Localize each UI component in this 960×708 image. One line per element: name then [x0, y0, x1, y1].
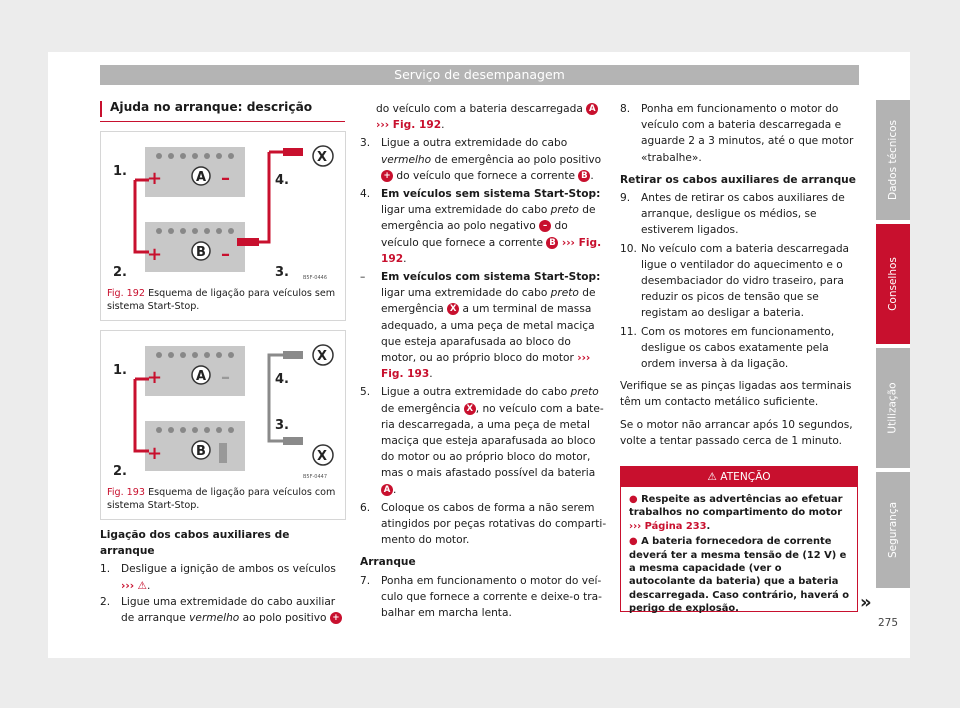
step-label-1: 1. [113, 363, 127, 378]
step-label-4: 4. [275, 372, 289, 387]
step-label-2: 2. [113, 265, 127, 280]
step-label-4: 4. [275, 173, 289, 188]
warning-bullet [629, 535, 849, 615]
title-accent [100, 101, 102, 117]
list-item: 1. Desligue a ignição de ambos os veículos ››› ⚠. [100, 563, 336, 592]
label-a-icon: A [586, 103, 598, 115]
label-a: A [196, 170, 207, 185]
list-item [620, 324, 858, 373]
item-text: a um terminal de massa adequado, a uma peça de metal maciça que esteja aparafusada ao bloco do motor, ou ao próprio bloco do motor [381, 303, 595, 365]
item-number: 4. [360, 188, 371, 201]
warning-triangle-icon: ⚠ [137, 579, 147, 592]
warning-bullet: ● Respeite as advertências ao efetuar trabalhos no compartimento do motor ››› Página 233. [629, 494, 843, 532]
paragraph: do veículo com a bateria descarregada A ››› Fig. 192. [360, 101, 608, 133]
column-3 [620, 101, 858, 449]
red-cable-right [257, 152, 269, 242]
minus-terminal-b: – [221, 244, 230, 265]
item-text: Ligue uma extremidade do cabo auxiliar de arranque [121, 595, 336, 625]
list-item [620, 190, 858, 239]
item-text: ao polo positivo [239, 612, 327, 625]
crossref-link[interactable]: ››› Fig. 192 [376, 119, 442, 132]
plus-symbol-icon: + [330, 612, 342, 624]
item-text: Ponha em funcionamento o motor do veículo com a bateria descarregada e aguarde 2 a 3 minutos, até o que motor «trabalhe». [641, 103, 854, 164]
tab-label: Conselhos [887, 257, 899, 311]
item-text: de emergência ao polo negativo [381, 204, 596, 233]
bold-text: Em veículos com sistema Start-Stop: [381, 271, 601, 284]
item-text: , no veículo com a bateria descarregada, a uma peça de metal maciça que esteja aparafusada ao bloco do motor ou ao próprio bloco do motor, mas o mais afastado possível da bateria [381, 402, 604, 480]
continue-arrow-icon: » [860, 592, 872, 613]
label-x-icon: X [464, 403, 476, 415]
figure-caption [107, 287, 337, 313]
item-number: 9. [620, 192, 631, 205]
warning-text: A bateria fornecedora de corrente deverá ter a mesma tensão de (12 V) e a mesma capacidade (ver o autocolante da bateria) que a bateria descarregada. Caso contrário, haverá o perigo de explosão. [629, 536, 849, 615]
crossref-link[interactable]: ››› Página 233 [629, 520, 707, 532]
list-item: – Em veículos com sistema Start-Stop: ligar uma extremidade do cabo preto de emergência X a um terminal de massa adequado, a uma peça de metal maciça que esteja aparafusada ao bloco do motor, ou ao próprio bloco do motor ››› Fig. 193. [360, 271, 601, 381]
item-number: 3. [360, 137, 371, 150]
tab-utilizacao[interactable] [876, 348, 910, 468]
page-number: 275 [878, 617, 899, 629]
paragraph: Se o motor não arrancar após 10 segundos, volte a tentar passado cerca de 1 minuto. [620, 418, 853, 447]
label-b-icon: B [578, 170, 590, 182]
item-text: Coloque os cabos de forma a não serem atingidos por peças rotativas do compartimento do motor. [381, 501, 607, 547]
item-text: do veículo com a bateria descarregada [376, 103, 583, 115]
tab-seguranca[interactable] [876, 472, 910, 588]
item-text: de emergência [381, 402, 461, 415]
list-item [360, 500, 608, 549]
plus-terminal-a: + [147, 168, 163, 189]
bullet-icon: ● [629, 536, 638, 548]
item-text: Ponha em funcionamento o motor do veículo que fornece a corrente e deixe-o trabalhar em marcha lenta. [381, 574, 602, 620]
jumpstart-diagram-193 [107, 337, 339, 480]
step-label-3: 3. [275, 265, 289, 280]
item-number: 7. [360, 574, 371, 587]
clamp-b-neg [237, 238, 259, 246]
caption-text: Esquema de ligação para veículos sem sistema Start-Stop. [107, 288, 336, 312]
chapter-header: Serviço de desempanagem [100, 65, 859, 85]
label-b-icon: B [546, 237, 558, 249]
column-1 [100, 527, 346, 626]
label-x-upper: X [317, 349, 328, 364]
emphasis-text: vermelho [381, 153, 432, 166]
subheading: Ligação dos cabos auxiliares de arranque [100, 529, 290, 558]
crossref-link[interactable]: ››› [121, 579, 135, 592]
emphasis-text: preto [570, 386, 599, 399]
warning-body [621, 487, 857, 624]
caption-text: Esquema de ligação para veículos com sistema Start-Stop. [107, 487, 336, 511]
item-text: ligar uma extremidade do cabo [381, 287, 551, 300]
item-text: de emergência [381, 287, 596, 316]
plus-terminal-a: + [147, 367, 163, 388]
warning-triangle-icon: ⚠ [707, 471, 717, 483]
jumpstart-diagram-192 [107, 138, 339, 281]
item-number: – [360, 271, 366, 284]
list-item: 4. Em veículos sem sistema Start-Stop: ligar uma extremidade do cabo preto de emergência ao polo negativo – do veículo que fornece a corrente B ››› Fig. 192. [360, 188, 602, 265]
item-text: Antes de retirar os cabos auxiliares de arranque, desligue os médios, se estiverem ligados. [641, 192, 845, 237]
item-number: 2. [100, 595, 111, 608]
plus-terminal-b: + [147, 443, 163, 464]
step-label-2: 2. [113, 464, 127, 479]
clamp-x [283, 148, 303, 156]
label-x: X [317, 150, 328, 165]
crossref-link[interactable]: ››› Fig. 192 [381, 236, 602, 265]
warning-box [620, 466, 858, 615]
minus-terminal-a: – [221, 367, 230, 388]
warning-text: Respeite as advertências ao efetuar trabalhos no compartimento do motor [629, 494, 843, 519]
warning-title: ATENÇÃO [720, 471, 771, 483]
paragraph: Verifique se as pinças ligadas aos terminais têm um contacto metálico suficiente. [620, 380, 852, 409]
figure-number: Fig. 192 [107, 288, 145, 299]
minus-terminal-a: – [221, 168, 230, 189]
item-text: No veículo com a bateria descarregada ligue o ventilador do aquecimento e o desembaciador do vidro traseiro, para reduzir os picos de tensão que se registam ao desligar a bateria. [641, 242, 850, 320]
item-number: 10. [620, 242, 637, 255]
list-item [620, 101, 858, 166]
tab-label: Segurança [887, 501, 899, 559]
step-label-3: 3. [275, 418, 289, 433]
figure-caption [107, 486, 337, 512]
emphasis-text: vermelho [189, 612, 240, 625]
figure-193 [100, 330, 346, 520]
list-item [360, 573, 608, 622]
label-x-lower: X [317, 449, 328, 464]
column-2 [360, 101, 608, 621]
tab-conselhos[interactable] [876, 224, 910, 344]
tab-label: Utilização [887, 382, 900, 434]
figure-192 [100, 131, 346, 321]
item-text: Com os motores em funcionamento, desligue os cabos exatamente pela ordem inversa à da ligação. [641, 325, 835, 371]
figure-code: B5F-0446 [303, 275, 328, 281]
list-item: 5. Ligue a outra extremidade do cabo preto de emergência X , no veículo com a bateria descarregada, a uma peça de metal maciça que esteja aparafusada ao bloco do motor ou ao próprio bloco do motor, mas o mais afastado possível da bateria A . [360, 386, 604, 496]
subheading: Arranque [360, 556, 416, 569]
plus-terminal-b: + [147, 244, 163, 265]
item-text: Ligue a outra extremidade do cabo [381, 386, 571, 399]
list-item: 3. Ligue a outra extremidade do cabo vermelho de emergência ao polo positivo + do veículo que fornece a corrente B . [360, 137, 602, 182]
label-a-icon: A [381, 484, 393, 496]
warning-header [621, 467, 857, 487]
item-number: 6. [360, 501, 371, 514]
section-title: Ajuda no arranque: descrição [110, 100, 313, 114]
item-number: 8. [620, 103, 631, 115]
bullet-icon: ● [629, 494, 638, 505]
crossref-link[interactable]: ››› Fig. 193 [381, 352, 591, 381]
clamp-upper [283, 351, 303, 359]
step-label-1: 1. [113, 164, 127, 179]
list-item [620, 241, 858, 322]
plus-symbol-icon: + [381, 170, 393, 182]
title-rule [100, 121, 345, 123]
figure-number: Fig. 193 [107, 487, 145, 498]
subheading: Retirar os cabos auxiliares de arranque [620, 173, 856, 186]
item-text: ligar uma extremidade do cabo [381, 204, 551, 217]
tab-dados-tecnicos[interactable] [876, 100, 910, 220]
label-a: A [196, 369, 207, 384]
emphasis-text: preto [550, 287, 579, 300]
item-text: de emergência ao polo positivo [431, 153, 602, 166]
bold-text: Em veículos sem sistema Start-Stop: [381, 188, 601, 201]
item-text: Ligue a outra extremidade do cabo [381, 137, 568, 150]
item-text: do veículo que fornece a corrente [381, 220, 568, 249]
item-number: 11. [620, 325, 637, 338]
item-text: Desligue a ignição de ambos os veículos [121, 563, 336, 576]
tab-label: Dados técnicos [887, 119, 900, 201]
label-b: B [196, 245, 206, 260]
item-number: 1. [100, 563, 111, 576]
label-b: B [196, 444, 206, 459]
emphasis-text: preto [550, 204, 579, 217]
list-item [100, 594, 346, 626]
label-x-icon: X [447, 303, 459, 315]
clamp-lower [283, 437, 303, 445]
item-number: 5. [360, 386, 371, 399]
minus-terminal-b [219, 443, 227, 463]
item-text: do veículo que fornece a corrente [396, 169, 576, 182]
minus-symbol-icon: – [539, 220, 551, 232]
figure-code: B5F-0447 [303, 474, 328, 480]
